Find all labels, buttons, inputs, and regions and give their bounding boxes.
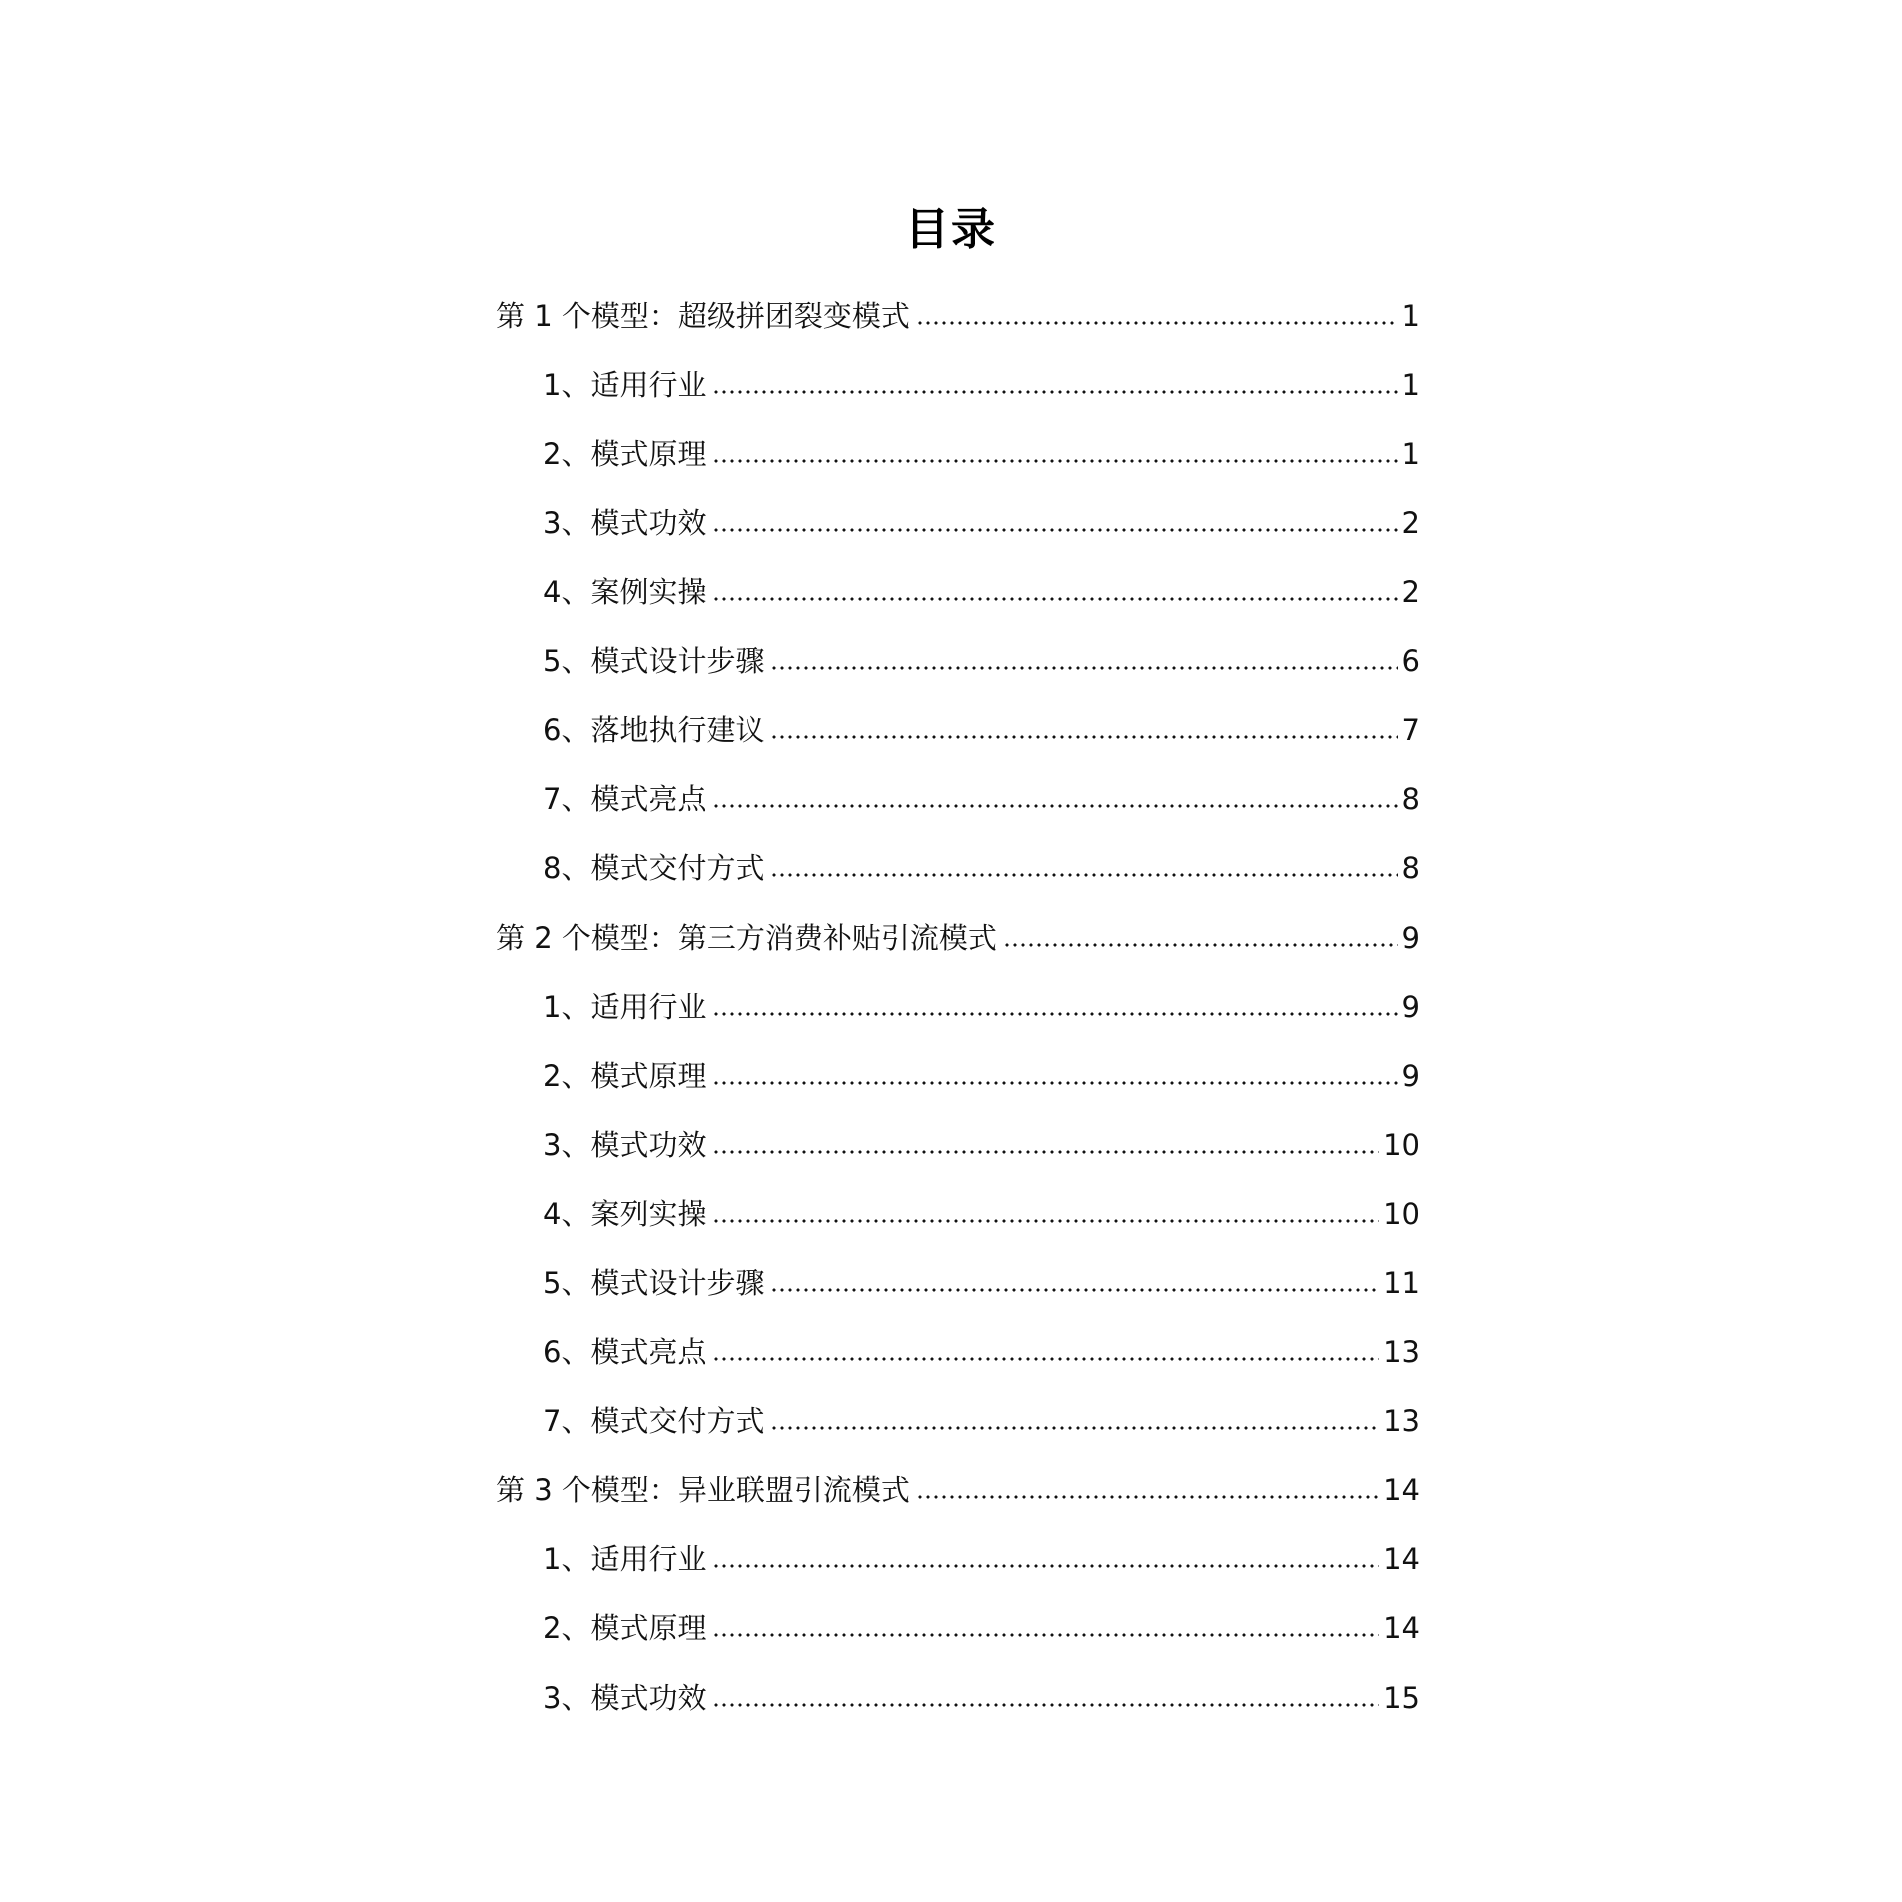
toc-entry-page: 13	[1383, 1335, 1420, 1369]
dot-leader	[712, 1148, 1379, 1156]
dot-leader	[916, 319, 1398, 327]
toc-entry-section[interactable]	[543, 1194, 1420, 1234]
dot-leader	[712, 1562, 1379, 1570]
toc-entry-page: 2	[1401, 575, 1420, 609]
toc-entry-label: 2、模式原理	[543, 1611, 707, 1645]
dot-leader	[712, 526, 1397, 534]
dot-leader	[712, 388, 1397, 396]
toc-entry-page: 14	[1383, 1542, 1420, 1576]
toc-entry-label: 3、模式功效	[543, 1128, 707, 1162]
toc-entry-section[interactable]	[543, 1125, 1420, 1165]
toc-entry-section[interactable]	[543, 1332, 1420, 1372]
toc-entry-page: 14	[1383, 1473, 1420, 1507]
toc-entry-chapter[interactable]	[496, 918, 1420, 958]
toc-entry-section[interactable]	[543, 1056, 1420, 1096]
toc-entry-section[interactable]	[543, 987, 1420, 1027]
toc-entry-label: 第 2 个模型：第三方消费补贴引流模式	[496, 921, 997, 955]
toc-entry-section[interactable]	[543, 848, 1420, 888]
dot-leader	[712, 1355, 1379, 1363]
toc-entry-label: 4、案例实操	[543, 575, 707, 609]
toc-entry-label: 2、模式原理	[543, 1059, 707, 1093]
toc-entry-label: 3、模式功效	[543, 506, 707, 540]
toc-entry-page: 10	[1383, 1197, 1420, 1231]
toc-entry-label: 3、模式功效	[543, 1681, 707, 1715]
toc-entry-page: 6	[1401, 644, 1420, 678]
toc-entry-label: 7、模式交付方式	[543, 1404, 765, 1438]
toc-entry-section[interactable]	[543, 641, 1420, 681]
toc-entry-page: 8	[1401, 782, 1420, 816]
dot-leader	[712, 1217, 1379, 1225]
dot-leader	[712, 802, 1397, 810]
toc-entry-section[interactable]	[543, 503, 1420, 543]
dot-leader	[770, 733, 1397, 741]
toc-entry-page: 1	[1401, 299, 1420, 333]
toc-entry-page: 13	[1383, 1404, 1420, 1438]
dot-leader	[712, 1631, 1379, 1639]
toc-entry-page: 14	[1383, 1611, 1420, 1645]
dot-leader	[770, 1286, 1379, 1294]
toc-entry-page: 1	[1401, 368, 1420, 402]
dot-leader	[770, 871, 1397, 879]
dot-leader	[1003, 941, 1398, 949]
toc-entry-section[interactable]	[543, 1678, 1420, 1718]
dot-leader	[712, 595, 1397, 603]
dot-leader	[712, 1010, 1397, 1018]
dot-leader	[770, 664, 1397, 672]
toc-entry-page: 15	[1383, 1681, 1420, 1715]
toc-entry-page: 7	[1401, 713, 1420, 747]
toc-entry-label: 8、模式交付方式	[543, 851, 765, 885]
toc-entry-label: 1、适用行业	[543, 1542, 707, 1576]
toc-entry-section[interactable]	[543, 710, 1420, 750]
toc-entry-page: 9	[1401, 921, 1420, 955]
toc-entry-label: 2、模式原理	[543, 437, 707, 471]
toc-entry-section[interactable]	[543, 1539, 1420, 1579]
toc-entry-label: 5、模式设计步骤	[543, 644, 765, 678]
toc-entry-label: 1、适用行业	[543, 368, 707, 402]
toc-entry-label: 4、案列实操	[543, 1197, 707, 1231]
toc-entry-page: 1	[1401, 437, 1420, 471]
toc-entry-section[interactable]	[543, 1263, 1420, 1303]
toc-entry-chapter[interactable]	[496, 1470, 1420, 1510]
toc-entry-section[interactable]	[543, 572, 1420, 612]
dot-leader	[712, 457, 1397, 465]
toc-entry-page: 2	[1401, 506, 1420, 540]
toc-entry-label: 6、落地执行建议	[543, 713, 765, 747]
dot-leader	[916, 1493, 1379, 1501]
toc-entry-label: 7、模式亮点	[543, 782, 707, 816]
dot-leader	[712, 1079, 1397, 1087]
toc-entry-section[interactable]	[543, 365, 1420, 405]
toc-entry-section[interactable]	[543, 779, 1420, 819]
dot-leader	[770, 1424, 1379, 1432]
toc-entry-page: 9	[1401, 990, 1420, 1024]
toc-entry-label: 5、模式设计步骤	[543, 1266, 765, 1300]
toc-entry-page: 8	[1401, 851, 1420, 885]
toc-entry-chapter[interactable]	[496, 296, 1420, 336]
toc-entry-section[interactable]	[543, 434, 1420, 474]
toc-entry-label: 第 3 个模型：异业联盟引流模式	[496, 1473, 910, 1507]
toc-entry-section[interactable]	[543, 1401, 1420, 1441]
toc-entry-page: 10	[1383, 1128, 1420, 1162]
toc-entry-section[interactable]	[543, 1608, 1420, 1648]
toc-entry-page: 11	[1383, 1266, 1420, 1300]
dot-leader	[712, 1701, 1379, 1709]
toc-entry-label: 1、适用行业	[543, 990, 707, 1024]
toc-entry-page: 9	[1401, 1059, 1420, 1093]
toc-title: 目录	[905, 204, 997, 255]
toc-entry-label: 6、模式亮点	[543, 1335, 707, 1369]
toc-entry-label: 第 1 个模型：超级拼团裂变模式	[496, 299, 910, 333]
